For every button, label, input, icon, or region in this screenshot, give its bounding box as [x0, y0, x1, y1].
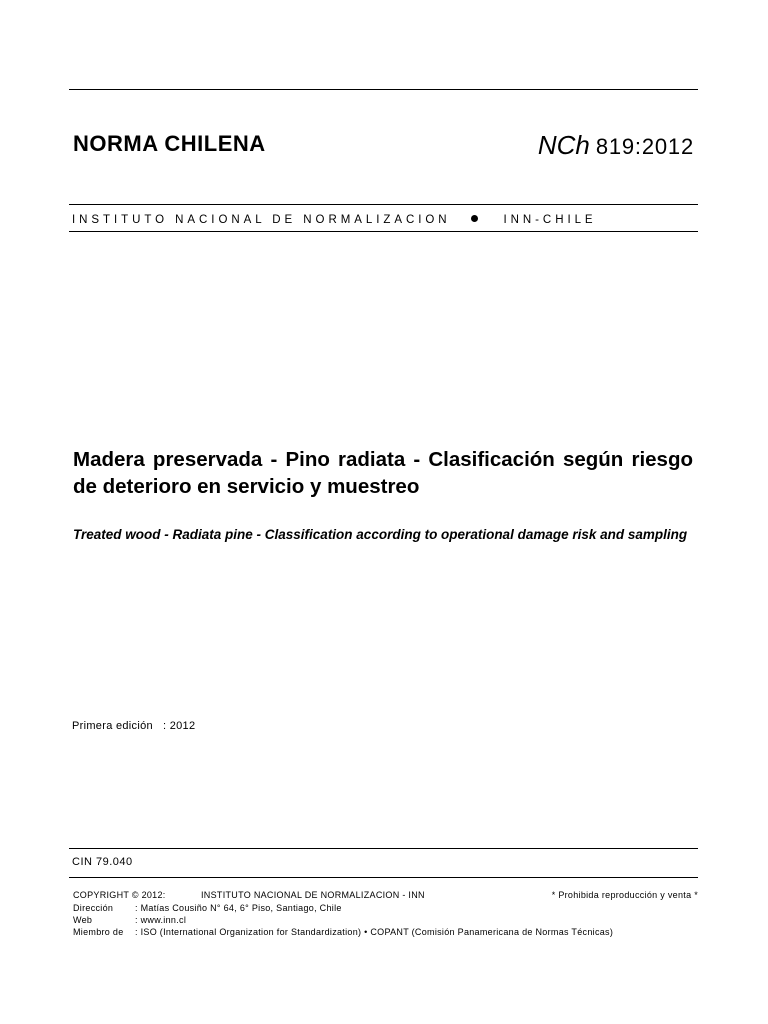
reproduction-notice: * Prohibida reproducción y venta * — [551, 890, 698, 900]
web-value: : www.inn.cl — [135, 915, 187, 925]
edition-label: Primera edición — [72, 720, 153, 732]
copyright-label: COPYRIGHT © 2012: — [73, 890, 166, 900]
address-label: Dirección — [73, 903, 114, 913]
norma-chilena-label: NORMA CHILENA — [73, 131, 266, 156]
code-number: 819:2012 — [595, 134, 694, 159]
web-row — [73, 915, 186, 925]
institute-line — [72, 214, 597, 226]
document-title-es: Madera preservada - Pino radiata - Clasificación según riesgo de deterioro en servicio y muestreo — [73, 448, 693, 498]
institute-rule-top — [69, 204, 698, 205]
cin-rule-top — [69, 848, 698, 849]
bullet-icon — [471, 215, 478, 222]
web-label: Web — [73, 915, 93, 925]
document-title-en: Treated wood - Radiata pine - Classification according to operational damage risk and sampling — [73, 527, 688, 542]
address-row — [73, 903, 342, 913]
top-rule — [69, 89, 698, 90]
cin-rule-bottom — [69, 877, 698, 878]
edition-value: : 2012 — [163, 720, 196, 732]
code-prefix: NCh — [537, 130, 590, 160]
institute-name: INSTITUTO NACIONAL DE NORMALIZACION — [72, 214, 451, 226]
address-value: : Matías Cousiño N° 64, 6° Piso, Santiago, Chile — [135, 903, 342, 913]
standard-code — [538, 130, 694, 161]
institute-abbrev: INN-CHILE — [503, 214, 597, 226]
member-label: Miembro de — [73, 927, 124, 937]
edition-line — [72, 720, 195, 732]
cin-code: CIN 79.040 — [72, 856, 133, 868]
member-value: : ISO (International Organization for Standardization) • COPANT (Comisión Panamericana de Normas Técnicas) — [135, 927, 614, 937]
member-row — [73, 927, 613, 937]
institute-rule-bottom — [69, 231, 698, 232]
copyright-holder: INSTITUTO NACIONAL DE NORMALIZACION - INN — [201, 890, 425, 900]
